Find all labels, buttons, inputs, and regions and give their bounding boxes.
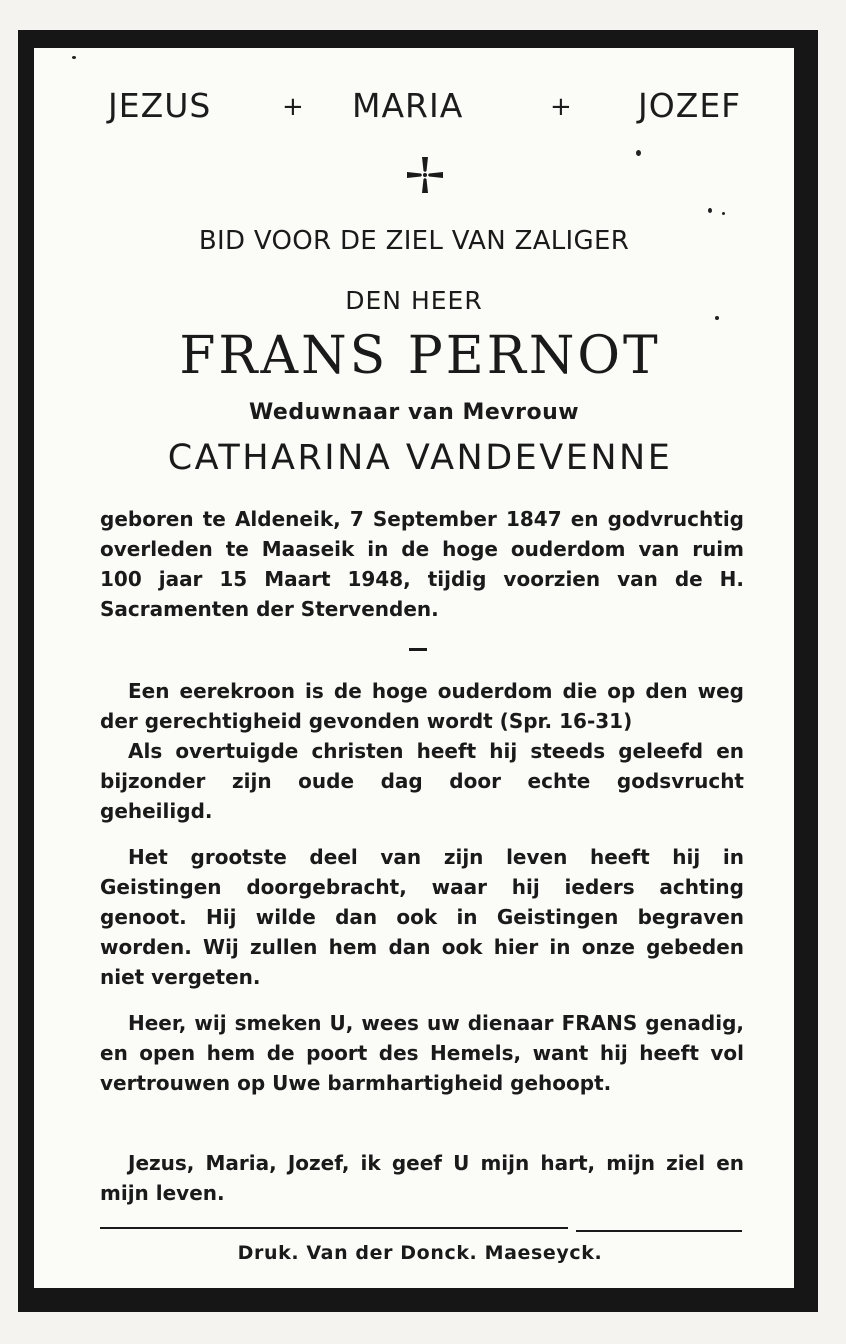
paragraph: Als overtuigde christen heeft hij steeds geleefd en bijzonder zijn oude dag door echte godsvrucht geheiligd. [100, 739, 744, 823]
divider [409, 648, 427, 651]
honorific: DEN HEER [345, 286, 483, 315]
header-jezus: JEZUS [108, 86, 212, 125]
footer-rule [100, 1227, 568, 1229]
paragraph: Een eerekroon is de hoge ouderdom die op den weg der gerechtigheid gevonden wordt (Spr. 16-31) [100, 679, 744, 733]
intro-text: BID VOOR DE ZIEL VAN ZALIGER [198, 226, 630, 256]
header-separator: + [550, 92, 573, 122]
header-separator: + [282, 92, 305, 122]
holy-family-header [60, 86, 780, 136]
footer-rule [576, 1230, 742, 1232]
biography: geboren te Aldeneik, 7 September 1847 en godvruchtig overleden te Maaseik in de hoge ouderdom van ruim 100 jaar 15 Maart 1948, tijdig voorzien van de H. Sacramenten der Stervenden. [100, 507, 744, 621]
printer-credit: Druk. Van der Donck. Maeseyck. [237, 1242, 603, 1264]
paragraph: Jezus, Maria, Jozef, ik geef U mijn hart, mijn ziel en mijn leven. [100, 1151, 744, 1205]
header-jozef: JOZEF [638, 86, 742, 125]
print-speck [636, 150, 641, 156]
print-speck [715, 316, 719, 320]
header-maria: MARIA [352, 86, 464, 125]
deceased-name: FRANS PERNOT [179, 326, 661, 386]
paragraph: Heer, wij smeken U, wees uw dienaar FRANS genadig, en open hem de poort des Hemels, want hij heeft vol vertrouwen op Uwe barmhartigheid gehoopt. [100, 1011, 744, 1095]
print-speck [708, 208, 712, 213]
cross-icon [405, 155, 445, 195]
paragraph: Het grootste deel van zijn leven heeft hij in Geistingen doorgebracht, waar hij ieders achting genoot. Hij wilde dan ook in Geistingen begraven worden. Wij zullen hem dan ook hier in onze gebeden niet vergeten. [100, 845, 744, 989]
relation-text: Weduwnaar van Mevrouw [248, 400, 580, 425]
spouse-name: CATHARINA VANDEVENNE [167, 438, 673, 478]
print-speck [72, 56, 76, 59]
print-speck [722, 212, 725, 215]
